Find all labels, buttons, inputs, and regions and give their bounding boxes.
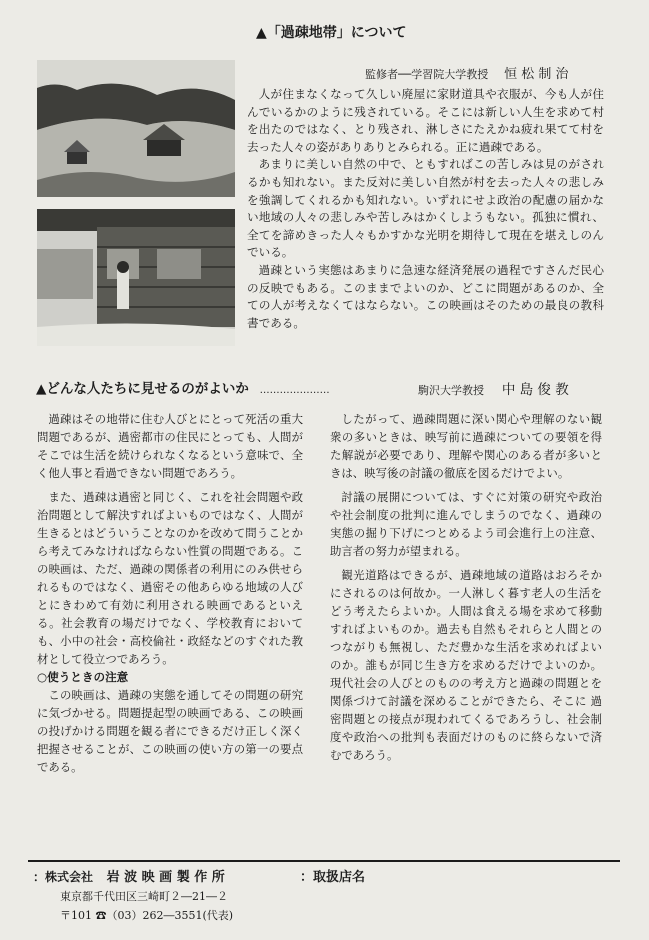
section1-body [247,86,604,332]
company-name: 岩 波 映 画 製 作 所 [106,870,225,885]
section1-credit-role: 監修者──学習院大学教授 [365,68,489,81]
dealer-label: ：取扱店名 [300,870,366,885]
abandoned-house-photo [37,209,235,346]
section1-credit [365,63,568,82]
section2-paragraph: 討議の展開については、すぐに対策の研究や政治や社会制度の批判に進んでしまうのでなく、過疎の実態の掘り下げにつとめるよう司会進行上の注意、助言者の努力が望まれる。 [330,490,602,558]
section1-paragraph: 過疎という実態はあまりに急速な経済発展の過程ですさんだ民心の反映でもある。このままでよいのか、どこに問題があるのか、全ての人が考えなくてはならない。この映画はそのための最良の教科書である。 [247,262,604,330]
section2-paragraph: 観光道路はできるが、過疎地域の道路はおろそかにされるのは何故か。一人淋しく暮す老人の生活をどう考えたらよいか。人間は食える場を求めて移動すればよいものか。過去も自然もそれらと人間とのつながりも無視し、ただ豊かな生活を求めればよいのか。誰もが同じ生き方を求めるだけでよいのか。現代社会の人びとのものの考え方と過疎の問題とを関係づけて討議を深めることができたら、そこに 過密問題との接点が現われてくるであろうし、社会制度や政治への批判も表面だけのものに終らないで済むであろう。 [330,568,602,762]
company-phone: 〒101 ☎（03）262―3551(代表) [60,909,234,922]
section2-dots: ………………… [259,385,330,396]
section2-heading [36,377,330,397]
section1-paragraph: 人が住まなくなって久しい廃屋に家財道具や衣服が、今も人が住んでいるかのように残されている。そこには新しい人生を求めて村を出たのではなく、とり残され、淋しさにたえかね疲れ果てて村を去った人々の姿がありありとみられる。正に過疎である。 [247,87,604,154]
usage-notes-heading: ○使うときの注意 [37,670,129,684]
abandoned-village-photo [37,60,235,197]
section1-credit-name: 恒 松 制 治 [504,67,569,82]
section2-paragraph: また、過疎は過密と同じく、これを社会問題や政治問題として解決すればよいものではなく、人間が生きるとはどういうことなのかを改めて問うことから考えてみなければならない性質の問題である。この映画は、ただ、過疎の関係者の利用にのみ供せられるものではなく、過密その他あらゆる地域の人びとにきわめて有効に利用される映画であるといえる。社会教育の場だけでなく、学校教育においても、小中の社会・高校倫社・政経などのすぐれた教材として役立つであろう。 [37,490,303,666]
section2-title: ▲どんな人たちに見せるのがよいか [36,381,249,397]
photo-mountain-houses [37,60,235,197]
company-address: 東京都千代田区三崎町２―21―２ [60,890,228,903]
section2-paragraph: したがって、過疎問題に深い関心や理解のない観衆の多いときは、映写前に過疎についての要領を得た解説が必要であり、理解や関心のある者が多いときは、映写後の討議の徹底を図るだけでよい。 [330,412,602,480]
photo-wooden-house [37,209,235,346]
section1-paragraph: あまりに美しい自然の中で、ともすればこの苦しみは見のがされるかも知れない。また反対に美しい自然が村を去った人々の悲しみを強調してくれるかも知れない。いずれにせよ政治の配慮の届かない地域の人々の悲しみや苦しみはかくしようもない。孤独に慣れ、全てを諦めきった人々もかすかな光明を期待して現在を堪えしのんでいる。 [247,157,604,260]
section2-credit [418,378,569,398]
section2-left-column [37,410,303,776]
section2-credit-name: 中 島 俊 教 [501,382,569,398]
section2-paragraph: 過疎はその地帯に住む人びとにとって死活の重大問題であるが、過密都市の住民にとっても、人間がそこでは生活を続けられなくなるという意味で、全く他人事と看過できない問題であろう。 [37,412,303,480]
section2-credit-role: 駒沢大学教授 [418,384,484,397]
company-prefix: ：株式会社 [33,870,94,884]
footer-company [33,866,225,885]
section2-right-column [330,410,602,764]
section1-title: ▲「過疎地帯」について [256,25,407,41]
section2-paragraph: この映画は、過疎の実態を通してその問題の研究に気づかせる。問題提起型の映画である、この映画の投げかける問題を観る者にできるだけ正しく深く把握させることが、この映画の使い方の第一の要点である。 [37,688,303,774]
footer-divider [28,860,620,862]
